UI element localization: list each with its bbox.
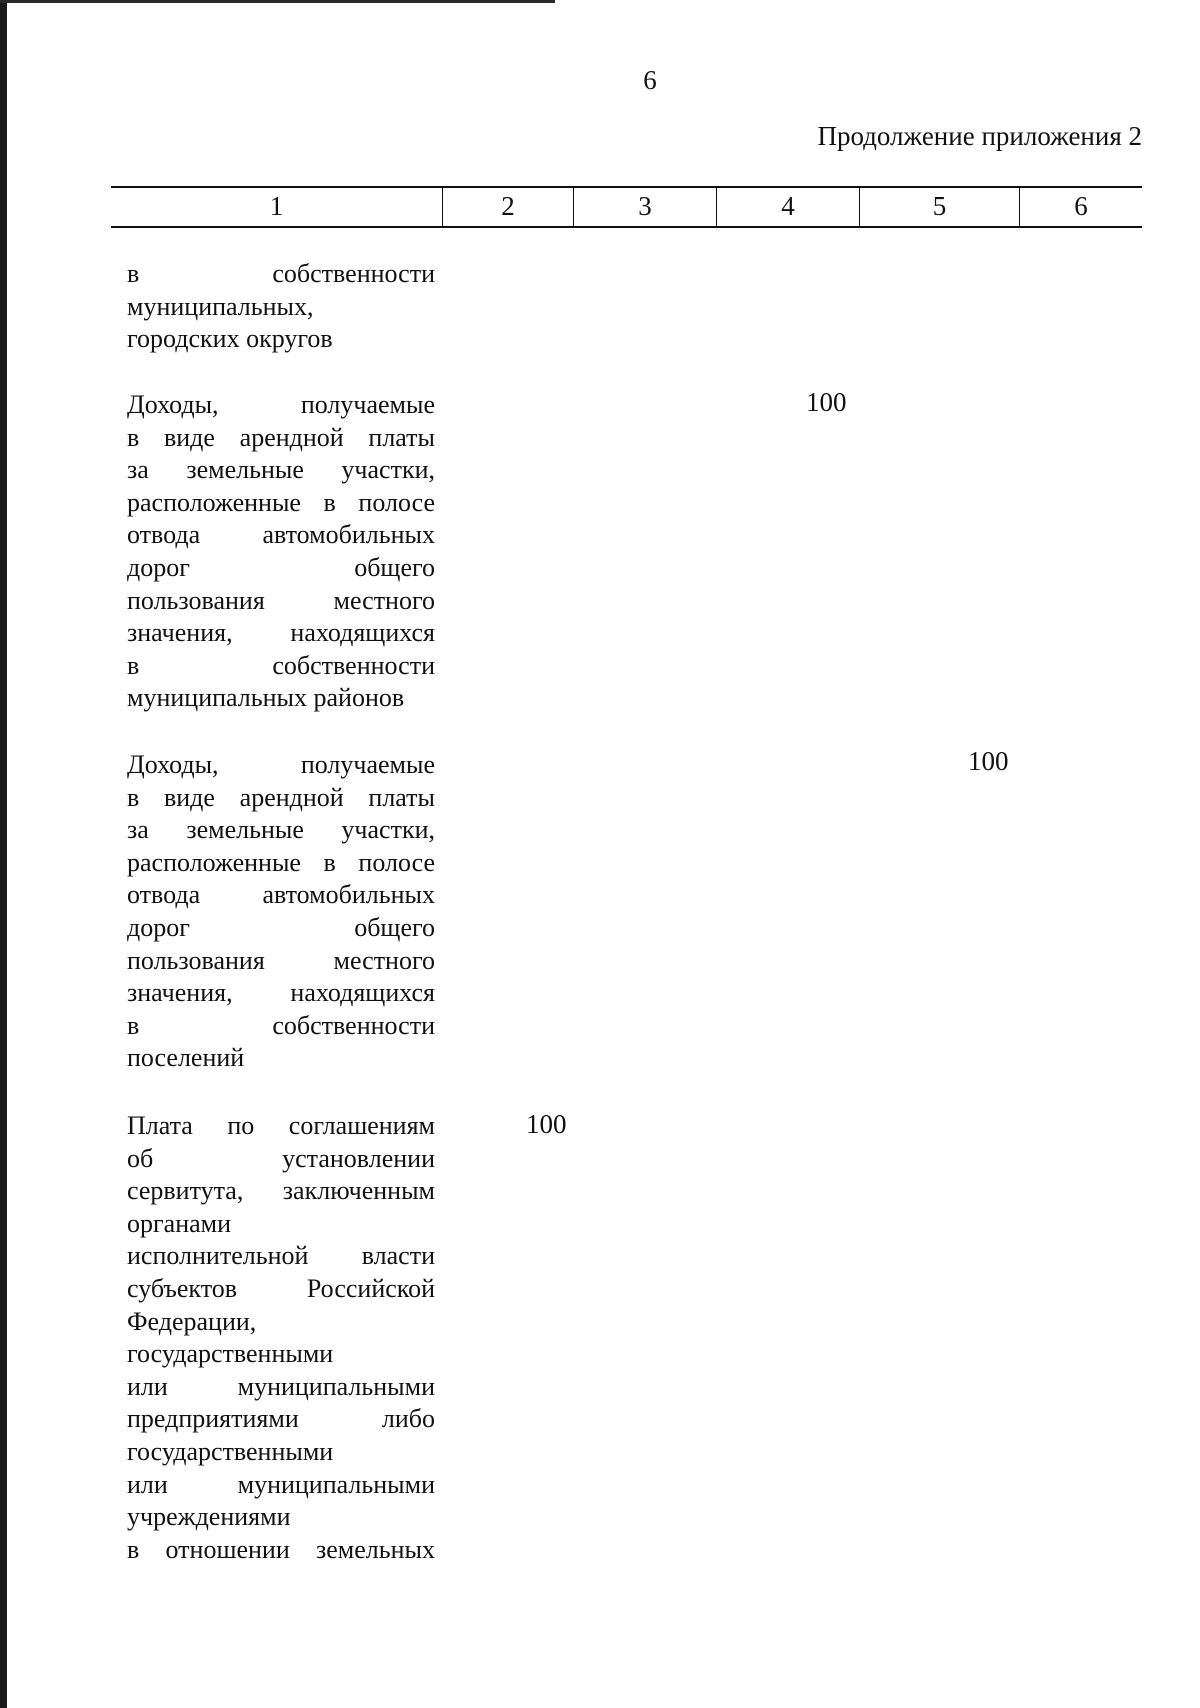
- column-header-1: 1: [269, 191, 284, 221]
- row-1-line: муниципальных,: [127, 291, 314, 321]
- row-3-line: значения, находящихся: [127, 978, 435, 1008]
- row-4-description: [127, 1110, 435, 1566]
- row-2-line: в собственности: [127, 650, 435, 680]
- column-header-4: 4: [716, 188, 859, 226]
- row-3-line: поселений: [127, 1043, 245, 1073]
- row-3-line: в собственности: [127, 1010, 435, 1040]
- row-3-value: 100: [968, 746, 1009, 776]
- row-3-line: Доходы, получаемые: [127, 750, 435, 779]
- row-4-line: субъектов Российской: [127, 1273, 435, 1303]
- row-2-value: 100: [806, 387, 847, 417]
- row-3-line: пользования местного: [127, 945, 435, 975]
- row-4-line: учреждениями: [127, 1502, 291, 1532]
- scan-edge-top: [0, 0, 555, 3]
- row-3-description: [127, 749, 435, 1075]
- row-2-line: отвода автомобильных: [127, 520, 435, 550]
- row-3-line: дорог общего: [127, 912, 435, 942]
- appendix-title: Продолжение приложения 2: [817, 121, 1142, 151]
- column-header-6: 6: [1019, 188, 1142, 226]
- row-4-value: 100: [526, 1109, 567, 1139]
- row-4-line: государственными: [127, 1436, 334, 1466]
- row-4-line: органами: [127, 1208, 232, 1238]
- page-number: 6: [643, 65, 657, 95]
- row-4-line: Плата по соглашениям: [127, 1111, 435, 1140]
- row-2-line: за земельные участки,: [127, 455, 435, 485]
- row-2-line: дорог общего: [127, 552, 435, 582]
- table-column-header: [111, 186, 1142, 228]
- row-2-line: Доходы, получаемые: [127, 390, 435, 419]
- row-3-line: расположенные в полосе: [127, 847, 435, 877]
- column-header-5: 5: [859, 188, 1019, 226]
- row-4-line: или муниципальными: [127, 1371, 435, 1401]
- row-2-line: значения, находящихся: [127, 618, 435, 648]
- row-3-line: за земельные участки,: [127, 815, 435, 845]
- row-2-line: расположенные в полосе: [127, 487, 435, 517]
- row-4-line: об установлении: [127, 1143, 435, 1173]
- row-4-line: исполнительной власти: [127, 1241, 435, 1271]
- row-4-line: сервитута, заключенным: [127, 1176, 435, 1206]
- column-header-2: 2: [442, 188, 573, 226]
- column-header-3: 3: [573, 188, 716, 226]
- row-3-line: в виде арендной платы: [127, 782, 435, 812]
- row-4-line: Федерации,: [127, 1306, 257, 1336]
- row-2-description: [127, 389, 435, 715]
- row-2-line: муниципальных районов: [127, 683, 405, 713]
- row-3-line: отвода автомобильных: [127, 880, 435, 910]
- row-1-line: городских округов: [127, 324, 333, 354]
- row-2-line: пользования местного: [127, 585, 435, 615]
- row-1-description: [127, 258, 435, 356]
- row-4-line: государственными: [127, 1339, 334, 1369]
- row-4-line: в отношении земельных: [127, 1534, 435, 1564]
- row-2-line: в виде арендной платы: [127, 422, 435, 452]
- row-4-line: предприятиями либо: [127, 1404, 435, 1434]
- row-1-line: в собственности: [127, 259, 435, 288]
- row-4-line: или муниципальными: [127, 1469, 435, 1499]
- scan-edge-left: [0, 0, 7, 1708]
